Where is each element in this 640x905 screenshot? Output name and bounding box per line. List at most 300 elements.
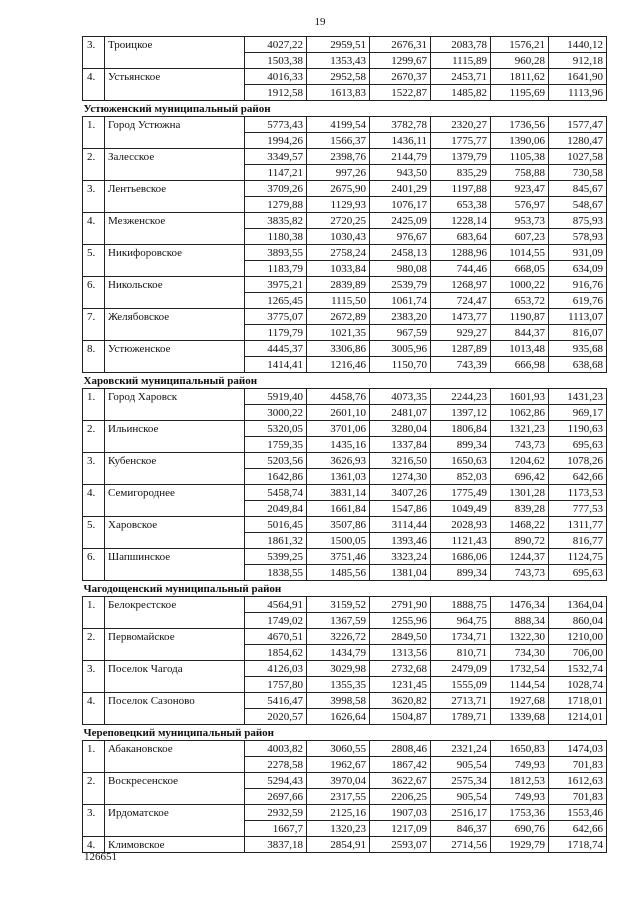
district-header-row — [83, 581, 607, 597]
settlement-name-spacer — [105, 85, 245, 101]
value-cell: 2675,90 — [307, 181, 370, 197]
value-cell: 3407,26 — [370, 485, 431, 501]
row-number-spacer — [83, 709, 105, 725]
value-cell: 1217,09 — [370, 821, 431, 837]
table-row — [83, 565, 607, 581]
table-row — [83, 533, 607, 549]
value-cell: 1301,28 — [491, 485, 549, 501]
settlement-name-spacer — [105, 533, 245, 549]
value-cell: 1361,03 — [307, 469, 370, 485]
value-cell: 1532,74 — [549, 661, 607, 677]
value-cell: 758,88 — [491, 165, 549, 181]
settlement-name: Абакановское — [105, 741, 245, 757]
value-cell: 1339,68 — [491, 709, 549, 725]
table-row — [83, 597, 607, 613]
value-cell: 695,63 — [549, 565, 607, 581]
value-cell: 607,23 — [491, 229, 549, 245]
value-cell: 642,66 — [549, 821, 607, 837]
value-cell: 2320,27 — [431, 117, 491, 133]
settlement-name-spacer — [105, 645, 245, 661]
value-cell: 2808,46 — [370, 741, 431, 757]
table-row — [83, 229, 607, 245]
value-cell: 1121,43 — [431, 533, 491, 549]
value-cell: 1553,46 — [549, 805, 607, 821]
value-cell: 2425,09 — [370, 213, 431, 229]
value-cell: 2732,68 — [370, 661, 431, 677]
row-number: 2. — [83, 421, 105, 437]
value-cell: 2839,89 — [307, 277, 370, 293]
value-cell: 1311,77 — [549, 517, 607, 533]
table-row — [83, 709, 607, 725]
value-cell: 2959,51 — [307, 37, 370, 53]
value-cell: 1279,88 — [245, 197, 307, 213]
table-row — [83, 53, 607, 69]
value-cell: 724,47 — [431, 293, 491, 309]
row-number: 8. — [83, 341, 105, 357]
value-cell: 1062,86 — [491, 405, 549, 421]
value-cell: 1076,17 — [370, 197, 431, 213]
row-number-spacer — [83, 261, 105, 277]
table-row — [83, 805, 607, 821]
value-cell: 1806,84 — [431, 421, 491, 437]
table-row — [83, 357, 607, 373]
table-row — [83, 549, 607, 565]
value-cell: 1547,86 — [370, 501, 431, 517]
value-cell: 2720,25 — [307, 213, 370, 229]
table-row — [83, 741, 607, 757]
value-cell: 749,93 — [491, 789, 549, 805]
table-row — [83, 613, 607, 629]
value-cell: 3323,24 — [370, 549, 431, 565]
value-cell: 1927,68 — [491, 693, 549, 709]
value-cell: 852,03 — [431, 469, 491, 485]
value-cell: 1440,12 — [549, 37, 607, 53]
row-number: 6. — [83, 549, 105, 565]
value-cell: 1183,79 — [245, 261, 307, 277]
value-cell: 2458,13 — [370, 245, 431, 261]
value-cell: 1718,01 — [549, 693, 607, 709]
value-cell: 1718,74 — [549, 837, 607, 853]
table-row — [83, 661, 607, 677]
value-cell: 1626,64 — [307, 709, 370, 725]
row-number: 5. — [83, 517, 105, 533]
value-cell: 1854,62 — [245, 645, 307, 661]
settlement-name: Мезженское — [105, 213, 245, 229]
value-cell: 3831,14 — [307, 485, 370, 501]
value-cell: 1228,14 — [431, 213, 491, 229]
settlement-name-spacer — [105, 261, 245, 277]
table-row — [83, 197, 607, 213]
value-cell: 2321,24 — [431, 741, 491, 757]
value-cell: 2083,78 — [431, 37, 491, 53]
row-number: 3. — [83, 661, 105, 677]
value-cell: 1468,22 — [491, 517, 549, 533]
value-cell: 1504,87 — [370, 709, 431, 725]
settlement-name: Ильинское — [105, 421, 245, 437]
value-cell: 1027,58 — [549, 149, 607, 165]
value-cell: 2398,76 — [307, 149, 370, 165]
value-cell: 860,04 — [549, 613, 607, 629]
value-cell: 1500,05 — [307, 533, 370, 549]
value-cell: 2244,23 — [431, 389, 491, 405]
row-number-spacer — [83, 53, 105, 69]
value-cell: 1255,96 — [370, 613, 431, 629]
settlement-name-spacer — [105, 293, 245, 309]
district-name: Устюженский муниципальный район — [83, 101, 607, 117]
settlement-name-spacer — [105, 677, 245, 693]
table-row — [83, 501, 607, 517]
value-cell: 1197,88 — [431, 181, 491, 197]
value-cell: 1124,75 — [549, 549, 607, 565]
value-cell: 997,26 — [307, 165, 370, 181]
footer-code: 126651 — [84, 851, 117, 863]
row-number-spacer — [83, 501, 105, 517]
row-number: 6. — [83, 277, 105, 293]
value-cell: 1115,50 — [307, 293, 370, 309]
value-cell: 1210,00 — [549, 629, 607, 645]
value-cell: 744,46 — [431, 261, 491, 277]
row-number: 4. — [83, 69, 105, 85]
settlement-name: Устьянское — [105, 69, 245, 85]
value-cell: 1789,71 — [431, 709, 491, 725]
settlement-name: Устюженское — [105, 341, 245, 357]
table-row — [83, 453, 607, 469]
value-cell: 976,67 — [370, 229, 431, 245]
value-cell: 935,68 — [549, 341, 607, 357]
value-cell: 1414,41 — [245, 357, 307, 373]
settlement-name-spacer — [105, 437, 245, 453]
value-cell: 2849,50 — [370, 629, 431, 645]
value-cell: 3216,50 — [370, 453, 431, 469]
value-cell: 1216,46 — [307, 357, 370, 373]
settlement-name: Шапшинское — [105, 549, 245, 565]
value-cell: 1113,96 — [549, 85, 607, 101]
value-cell: 4458,76 — [307, 389, 370, 405]
value-cell: 2670,37 — [370, 69, 431, 85]
value-cell: 5399,25 — [245, 549, 307, 565]
value-cell: 2049,84 — [245, 501, 307, 517]
value-cell: 1612,63 — [549, 773, 607, 789]
value-cell: 668,05 — [491, 261, 549, 277]
value-cell: 905,54 — [431, 757, 491, 773]
value-cell: 931,09 — [549, 245, 607, 261]
value-cell: 2932,59 — [245, 805, 307, 821]
value-cell: 1390,06 — [491, 133, 549, 149]
settlement-name-spacer — [105, 229, 245, 245]
district-name: Череповецкий муниципальный район — [83, 725, 607, 741]
value-cell: 3280,04 — [370, 421, 431, 437]
district-header-row — [83, 373, 607, 389]
table-row — [83, 325, 607, 341]
value-cell: 690,76 — [491, 821, 549, 837]
value-cell: 1613,83 — [307, 85, 370, 101]
value-cell: 810,71 — [431, 645, 491, 661]
value-cell: 1431,23 — [549, 389, 607, 405]
settlement-name: Ирдоматское — [105, 805, 245, 821]
value-cell: 2028,93 — [431, 517, 491, 533]
value-cell: 2593,07 — [370, 837, 431, 853]
value-cell: 5919,40 — [245, 389, 307, 405]
value-cell: 1147,21 — [245, 165, 307, 181]
table-row — [83, 181, 607, 197]
district-name: Чагодощенский муниципальный район — [83, 581, 607, 597]
value-cell: 634,09 — [549, 261, 607, 277]
value-cell: 4199,54 — [307, 117, 370, 133]
value-cell: 1753,36 — [491, 805, 549, 821]
value-cell: 3000,22 — [245, 405, 307, 421]
value-cell: 1867,42 — [370, 757, 431, 773]
row-number: 7. — [83, 309, 105, 325]
value-cell: 2539,79 — [370, 277, 431, 293]
value-cell: 916,76 — [549, 277, 607, 293]
row-number: 3. — [83, 453, 105, 469]
settlement-name: Никольское — [105, 277, 245, 293]
value-cell: 1364,04 — [549, 597, 607, 613]
settlement-name: Город Устюжна — [105, 117, 245, 133]
table-row — [83, 261, 607, 277]
value-cell: 1476,34 — [491, 597, 549, 613]
value-cell: 1907,03 — [370, 805, 431, 821]
settlement-name-spacer — [105, 469, 245, 485]
table-row — [83, 309, 607, 325]
table-row — [83, 133, 607, 149]
value-cell: 839,28 — [491, 501, 549, 517]
value-cell: 5320,05 — [245, 421, 307, 437]
value-cell: 1337,84 — [370, 437, 431, 453]
value-cell: 5458,74 — [245, 485, 307, 501]
value-cell: 969,17 — [549, 405, 607, 421]
table-row — [83, 437, 607, 453]
row-number-spacer — [83, 565, 105, 581]
value-cell: 2952,58 — [307, 69, 370, 85]
value-cell: 1485,56 — [307, 565, 370, 581]
value-cell: 3709,26 — [245, 181, 307, 197]
table-row — [83, 117, 607, 133]
value-cell: 1397,12 — [431, 405, 491, 421]
value-cell: 980,08 — [370, 261, 431, 277]
table-row — [83, 389, 607, 405]
settlement-name-spacer — [105, 821, 245, 837]
value-cell: 730,58 — [549, 165, 607, 181]
value-cell: 1287,89 — [431, 341, 491, 357]
value-cell: 1642,86 — [245, 469, 307, 485]
value-cell: 1049,49 — [431, 501, 491, 517]
value-cell: 1759,35 — [245, 437, 307, 453]
value-cell: 1322,30 — [491, 629, 549, 645]
row-number-spacer — [83, 85, 105, 101]
value-cell: 2383,20 — [370, 309, 431, 325]
settlement-name-spacer — [105, 613, 245, 629]
value-cell: 1320,23 — [307, 821, 370, 837]
value-cell: 1650,63 — [431, 453, 491, 469]
settlement-name-spacer — [105, 325, 245, 341]
value-cell: 1231,45 — [370, 677, 431, 693]
value-cell: 1650,83 — [491, 741, 549, 757]
value-cell: 2713,71 — [431, 693, 491, 709]
row-number-spacer — [83, 821, 105, 837]
value-cell: 2453,71 — [431, 69, 491, 85]
value-cell: 2516,17 — [431, 805, 491, 821]
value-cell: 1555,09 — [431, 677, 491, 693]
settlement-name: Лентьевское — [105, 181, 245, 197]
row-number-spacer — [83, 533, 105, 549]
value-cell: 1838,55 — [245, 565, 307, 581]
table-row — [83, 517, 607, 533]
settlement-name: Климовское — [105, 837, 245, 853]
value-cell: 3349,57 — [245, 149, 307, 165]
value-cell: 3159,52 — [307, 597, 370, 613]
value-cell: 1757,80 — [245, 677, 307, 693]
value-cell: 3970,04 — [307, 773, 370, 789]
value-cell: 1485,82 — [431, 85, 491, 101]
value-cell: 1686,06 — [431, 549, 491, 565]
settlement-name: Поселок Чагода — [105, 661, 245, 677]
settlement-name: Город Харовск — [105, 389, 245, 405]
value-cell: 2206,25 — [370, 789, 431, 805]
tariff-table — [82, 36, 607, 853]
value-cell: 1435,16 — [307, 437, 370, 453]
value-cell: 1173,53 — [549, 485, 607, 501]
value-cell: 1030,43 — [307, 229, 370, 245]
value-cell: 3005,96 — [370, 341, 431, 357]
value-cell: 4003,82 — [245, 741, 307, 757]
row-number: 1. — [83, 597, 105, 613]
settlement-name-spacer — [105, 405, 245, 421]
row-number-spacer — [83, 613, 105, 629]
row-number: 3. — [83, 805, 105, 821]
value-cell: 1061,74 — [370, 293, 431, 309]
value-cell: 1734,71 — [431, 629, 491, 645]
value-cell: 2479,09 — [431, 661, 491, 677]
value-cell: 576,97 — [491, 197, 549, 213]
value-cell: 964,75 — [431, 613, 491, 629]
value-cell: 1144,54 — [491, 677, 549, 693]
value-cell: 967,59 — [370, 325, 431, 341]
value-cell: 1078,26 — [549, 453, 607, 469]
value-cell: 1195,69 — [491, 85, 549, 101]
value-cell: 2672,89 — [307, 309, 370, 325]
table-row — [83, 245, 607, 261]
value-cell: 923,47 — [491, 181, 549, 197]
settlement-name-spacer — [105, 789, 245, 805]
value-cell: 2758,24 — [307, 245, 370, 261]
row-number-spacer — [83, 789, 105, 805]
table-row — [83, 277, 607, 293]
value-cell: 3751,46 — [307, 549, 370, 565]
value-cell: 1021,35 — [307, 325, 370, 341]
table-row — [83, 293, 607, 309]
value-cell: 3114,44 — [370, 517, 431, 533]
value-cell: 816,77 — [549, 533, 607, 549]
value-cell: 2144,79 — [370, 149, 431, 165]
table-row — [83, 421, 607, 437]
value-cell: 1732,54 — [491, 661, 549, 677]
value-cell: 3622,67 — [370, 773, 431, 789]
value-cell: 929,27 — [431, 325, 491, 341]
row-number-spacer — [83, 469, 105, 485]
value-cell: 578,93 — [549, 229, 607, 245]
row-number: 3. — [83, 181, 105, 197]
value-cell: 1576,21 — [491, 37, 549, 53]
settlement-name: Семигороднее — [105, 485, 245, 501]
value-cell: 1436,11 — [370, 133, 431, 149]
value-cell: 890,72 — [491, 533, 549, 549]
settlement-name: Воскресенское — [105, 773, 245, 789]
value-cell: 1179,79 — [245, 325, 307, 341]
value-cell: 1667,7 — [245, 821, 307, 837]
value-cell: 1129,93 — [307, 197, 370, 213]
value-cell: 846,37 — [431, 821, 491, 837]
value-cell: 683,64 — [431, 229, 491, 245]
value-cell: 1473,77 — [431, 309, 491, 325]
table-row — [83, 213, 607, 229]
row-number: 2. — [83, 773, 105, 789]
page-number: 19 — [314, 16, 326, 28]
settlement-name-spacer — [105, 53, 245, 69]
value-cell: 3306,86 — [307, 341, 370, 357]
table-row — [83, 677, 607, 693]
settlement-name: Залесское — [105, 149, 245, 165]
value-cell: 1000,22 — [491, 277, 549, 293]
row-number-spacer — [83, 677, 105, 693]
value-cell: 845,67 — [549, 181, 607, 197]
value-cell: 777,53 — [549, 501, 607, 517]
settlement-name: Харовское — [105, 517, 245, 533]
value-cell: 1775,77 — [431, 133, 491, 149]
value-cell: 912,18 — [549, 53, 607, 69]
value-cell: 4126,03 — [245, 661, 307, 677]
value-cell: 4445,37 — [245, 341, 307, 357]
value-cell: 899,34 — [431, 437, 491, 453]
value-cell: 5773,43 — [245, 117, 307, 133]
value-cell: 706,00 — [549, 645, 607, 661]
value-cell: 619,76 — [549, 293, 607, 309]
value-cell: 1150,70 — [370, 357, 431, 373]
district-header-row — [83, 101, 607, 117]
value-cell: 1503,38 — [245, 53, 307, 69]
value-cell: 835,29 — [431, 165, 491, 181]
value-cell: 743,39 — [431, 357, 491, 373]
row-number: 4. — [83, 693, 105, 709]
value-cell: 816,07 — [549, 325, 607, 341]
value-cell: 1033,84 — [307, 261, 370, 277]
value-cell: 844,37 — [491, 325, 549, 341]
value-cell: 1994,26 — [245, 133, 307, 149]
value-cell: 1641,90 — [549, 69, 607, 85]
table-row — [83, 405, 607, 421]
value-cell: 875,93 — [549, 213, 607, 229]
settlement-name-spacer — [105, 197, 245, 213]
table-row — [83, 693, 607, 709]
value-cell: 5294,43 — [245, 773, 307, 789]
settlement-name: Первомайское — [105, 629, 245, 645]
value-cell: 1912,58 — [245, 85, 307, 101]
table-row — [83, 485, 607, 501]
table-row — [83, 85, 607, 101]
value-cell: 1355,35 — [307, 677, 370, 693]
table-row — [83, 789, 607, 805]
settlement-name-spacer — [105, 357, 245, 373]
value-cell: 3626,93 — [307, 453, 370, 469]
row-number-spacer — [83, 229, 105, 245]
value-cell: 1661,84 — [307, 501, 370, 517]
value-cell: 1393,46 — [370, 533, 431, 549]
value-cell: 3775,07 — [245, 309, 307, 325]
value-cell: 1775,49 — [431, 485, 491, 501]
value-cell: 960,28 — [491, 53, 549, 69]
value-cell: 1244,37 — [491, 549, 549, 565]
value-cell: 1014,55 — [491, 245, 549, 261]
